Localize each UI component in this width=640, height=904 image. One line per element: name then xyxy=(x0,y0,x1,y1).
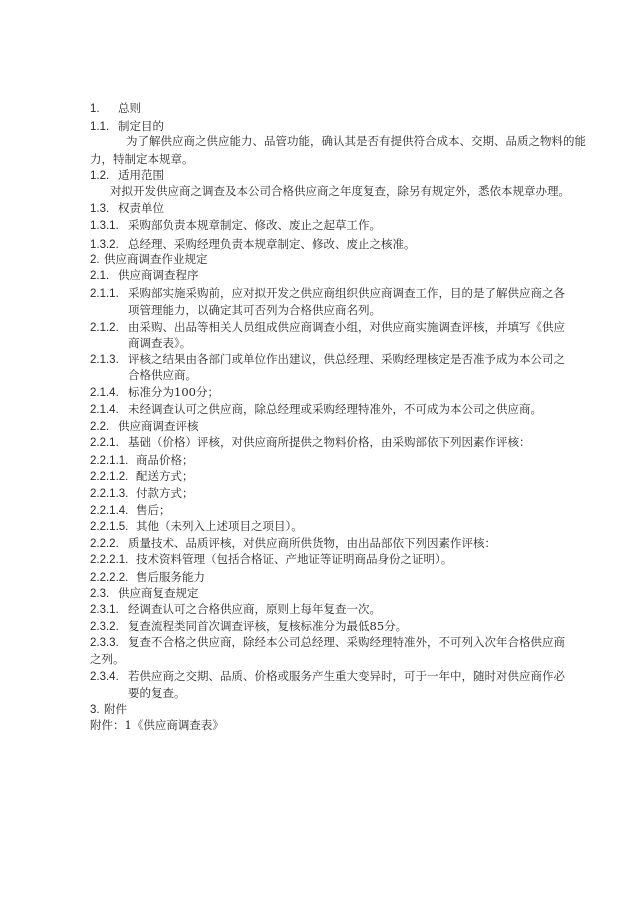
section-number: 2.2.1.2. xyxy=(90,471,129,483)
section-2-2-2-2 xyxy=(90,569,205,586)
section-number: 2.3.4. xyxy=(90,671,119,683)
section-number: 2.2.2. xyxy=(90,538,119,550)
section-title: 制定目的 xyxy=(118,119,164,133)
section-text: 复查不合格之供应商，除经本公司总经理、采购经理特准外，不可列入次年合格供应商 xyxy=(128,635,565,649)
section-2-2-heading xyxy=(90,418,199,435)
section-2-2-1-3 xyxy=(90,485,194,502)
section-2-1-3-continuation: 合格供应商。 xyxy=(128,368,197,382)
section-number: 2.2.2.1. xyxy=(90,554,129,566)
section-title: 权责单位 xyxy=(118,201,164,215)
section-number: 2.1. xyxy=(90,270,110,282)
attachment-line: 附件：1《供应商调查表》 xyxy=(90,718,224,732)
section-number: 2.1.4. xyxy=(90,404,119,416)
section-text: 经调查认可之合格供应商，原则上每年复查一次。 xyxy=(128,602,381,616)
section-number: 2.1.2. xyxy=(90,322,119,334)
section-number: 2.3.3. xyxy=(90,637,119,649)
section-number: 2.2.1.5. xyxy=(90,521,129,533)
section-number: 2.2.1. xyxy=(90,437,119,449)
section-2-1-3 xyxy=(90,351,565,368)
section-number: 1.3.1. xyxy=(90,220,119,232)
section-title: 供应商复查规定 xyxy=(118,586,199,600)
section-number: 2.2.1.3. xyxy=(90,488,129,500)
section-title: 适用范围 xyxy=(118,168,164,182)
section-text: 售后服务能力 xyxy=(136,570,205,584)
section-2-heading xyxy=(90,251,208,268)
section-title: 附件 xyxy=(104,702,127,716)
section-number: 2.1.3. xyxy=(90,354,119,366)
section-text: 售后； xyxy=(136,503,171,517)
section-number: 2. xyxy=(90,254,100,266)
section-1-3-heading xyxy=(90,200,164,217)
section-2-3-1 xyxy=(90,601,381,618)
section-text: 质量技术、品质评核，对供应商所供货物，由出品部依下列因素作评核： xyxy=(128,536,496,550)
section-number: 1. xyxy=(90,103,100,115)
section-2-1-4-b xyxy=(90,401,542,418)
section-number: 2.2. xyxy=(90,421,110,433)
section-1-1-body-line-1: 为了解供应商之供应能力、品管功能，确认其是否有提供符合成本、交期、品质之物料的能 xyxy=(126,134,586,148)
section-number: 2.3.1. xyxy=(90,604,119,616)
section-2-2-2-1 xyxy=(90,551,452,568)
section-text: 评核之结果由各部门或单位作出建议，供总经理、采购经理核定是否准予成为本公司之 xyxy=(128,352,565,366)
section-2-1-1 xyxy=(90,285,565,302)
section-1-1-body-line-2: 力，特制定本规章。 xyxy=(90,152,194,166)
section-number: 2.3. xyxy=(90,588,110,600)
section-1-2-heading xyxy=(90,167,164,184)
section-text: 付款方式； xyxy=(136,486,194,500)
section-2-3-4-continuation: 要的复查。 xyxy=(128,686,186,700)
section-number: 1.3. xyxy=(90,203,110,215)
section-title: 总则 xyxy=(118,101,141,115)
section-number: 2.3.2. xyxy=(90,621,119,633)
section-2-3-3 xyxy=(90,634,565,651)
section-2-3-heading xyxy=(90,585,199,602)
section-2-1-4-a xyxy=(90,384,219,401)
section-2-1-1-continuation: 项管理能力，以确定其可否列为合格供应商名列。 xyxy=(128,303,381,317)
section-title: 供应商调查程序 xyxy=(118,268,199,282)
section-2-3-3-continuation: 之列。 xyxy=(90,652,125,666)
section-text: 采购部实施采购前，应对拟开发之供应商组织供应商调查工作，目的是了解供应商之各 xyxy=(128,286,565,300)
section-2-2-2 xyxy=(90,535,496,552)
section-text: 商品价格； xyxy=(136,453,194,467)
section-title: 供应商调查评核 xyxy=(118,419,199,433)
section-text: 采购部负责本规章制定、修改、废止之起草工作。 xyxy=(128,218,381,232)
section-2-2-1-2 xyxy=(90,468,194,485)
section-number: 3. xyxy=(90,704,100,716)
section-number: 2.2.1.4. xyxy=(90,505,129,517)
section-2-1-2 xyxy=(90,319,565,336)
section-text: 其他（未列入上述项目之项目）。 xyxy=(136,519,303,533)
section-text: 基础（价格）评核，对供应商所提供之物料价格，由采购部依下列因素作评核： xyxy=(128,435,531,449)
section-text: 未经调查认可之供应商，除总经理或采购经理特准外，不可成为本公司之供应商。 xyxy=(128,402,542,416)
section-number: 1.2. xyxy=(90,170,110,182)
section-number: 1.3.2. xyxy=(90,239,119,251)
section-text: 标准分为100分； xyxy=(128,385,219,399)
section-1-3-1 xyxy=(90,217,381,234)
section-number: 2.1.1. xyxy=(90,288,119,300)
section-number: 2.2.2.2. xyxy=(90,572,129,584)
section-2-2-1-1 xyxy=(90,452,194,469)
section-number: 2.2.1.1. xyxy=(90,455,129,467)
section-2-1-heading xyxy=(90,267,199,284)
section-text: 配送方式； xyxy=(136,469,194,483)
section-3-heading xyxy=(90,701,127,718)
section-2-3-2 xyxy=(90,618,407,635)
section-2-2-1-4 xyxy=(90,502,171,519)
section-2-2-1 xyxy=(90,434,531,451)
section-text: 总经理、采购经理负责本规章制定、修改、废止之核准。 xyxy=(128,237,416,251)
section-title: 供应商调查作业规定 xyxy=(104,252,208,266)
section-number: 1.1. xyxy=(90,121,110,133)
section-2-3-4 xyxy=(90,668,565,685)
section-text: 复查流程类同首次调查评核，复核标准分为最低85分。 xyxy=(128,619,408,633)
section-1-heading xyxy=(90,100,141,117)
section-2-1-2-continuation: 商调查表》。 xyxy=(128,336,192,350)
section-text: 若供应商之交期、品质、价格或服务产生重大变异时，可于一年中，随时对供应商作必 xyxy=(128,669,565,683)
section-text: 技术资料管理（包括合格证、产地证等证明商品身份之证明）。 xyxy=(136,552,453,566)
section-2-2-1-5 xyxy=(90,518,303,535)
section-number: 2.1.4. xyxy=(90,387,119,399)
section-1-2-body: 对拟开发供应商之调查及本公司合格供应商之年度复查，除另有规定外，悉依本规章办理。 xyxy=(110,184,570,198)
section-text: 由采购、出品等相关人员组成供应商调查小组，对供应商实施调查评核，并填写《供应 xyxy=(128,320,565,334)
